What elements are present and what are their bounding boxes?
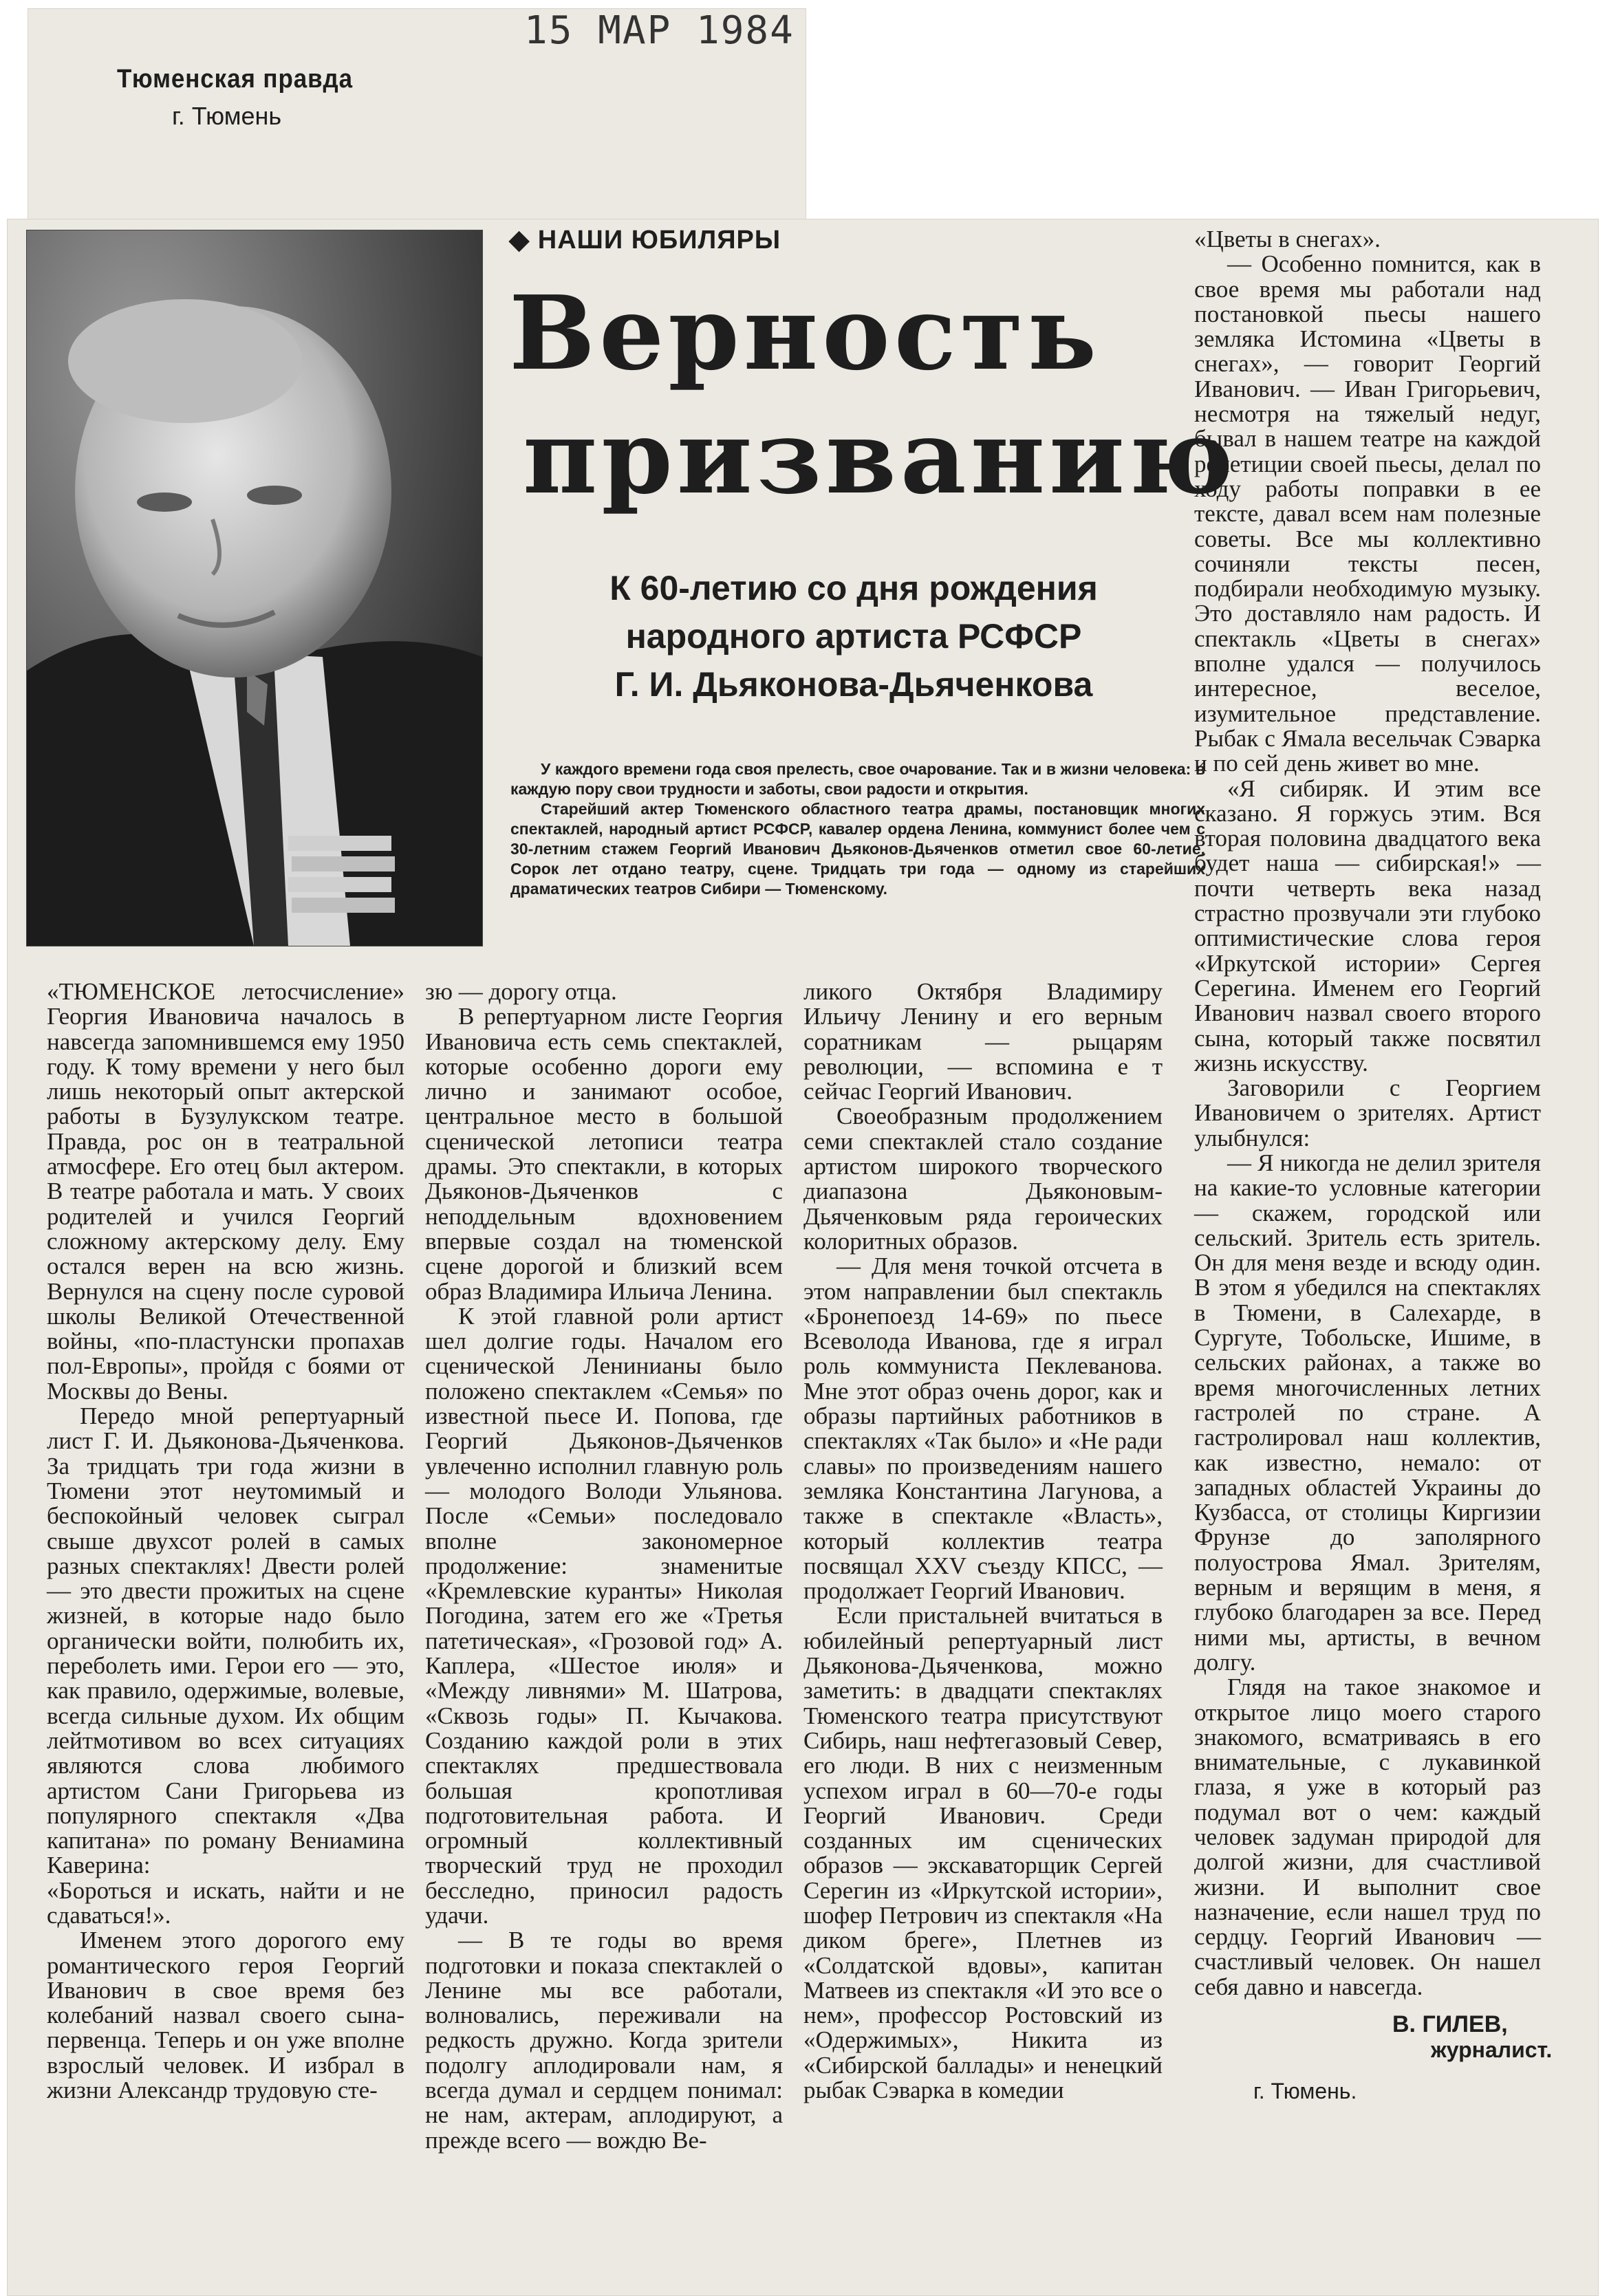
portrait-photo (26, 230, 483, 946)
author-city: г. Тюмень. (1253, 2079, 1357, 2103)
paragraph: «Я сибиряк. И этим все сказано. Я горжусь этим. Вся вторая половина двадцатого века будет наша — сибирская!» — почти четверть века назад страстно прозвучали эти глубоко оптимистические слова героя «Иркутской истории» Сергея Серегина. Именем его Георгий Иванович назвал своего второго сына, который также посвятил жизнь искусству. (1194, 775, 1541, 1076)
paragraph: В репертуарном листе Георгия Ивановича есть семь спектаклей, которые особенно дороги ему лично и занимают особое, центральное место в большой сценической летописи театра драмы. Это спектакли, в которых Дьяконов-Дьяченков с неподдельным вдохновением впервые создал на тюменской сцене дорогой и близкий всем образ Владимира Ильича Ленина. (425, 1003, 783, 1305)
paragraph: ликого Октября Владимиру Ильичу Ленину и его верным соратникам — рыцарям революции, — вспомина е т сейчас Георгий Иванович. (803, 978, 1163, 1105)
paragraph: Глядя на такое знакомое и открытое лицо моего старого знакомого, всматриваясь в его внимательные, с лукавинкой глаза, я уже в который раз подумал вот о чем: каждый человек задуман природой для долгой жизни, для счастливой жизни. И выполнит свое назначение, если нашел труд по сердцу. Георгий Иванович — счастливый человек. Он нашел себя давно и навсегда. (1194, 1674, 1541, 2000)
author-name: В. ГИЛЕВ, (1392, 2011, 1508, 2037)
newspaper-city: г. Тюмень (172, 102, 282, 130)
paragraph: Своеобразным продолжением семи спектаклей стало создание артистом широкого творческого диапазона Дьяконовым-Дьяченковым ряда героических колоритных образов. (803, 1103, 1163, 1255)
article-column-3 (803, 979, 1163, 2103)
article-column-4 (1194, 227, 1541, 2000)
subheadline-line: народного артиста РСФСР (625, 617, 1082, 656)
headline-line-2: призванию (523, 397, 1238, 517)
headline-line-1: Верность (509, 273, 1101, 393)
lead-sentence: У каждого времени года своя прелесть, свое очарование. Так и в жизни человека: в каждую пору свои трудности и заботы, свои радости и открытия. (510, 760, 1205, 798)
paragraph: Передо мной репертуарный лист Г. И. Дьяконова-Дьяченкова. За тридцать три года жизни в Тюмени этот неутомимый и беспокойный человек сыграл свыше двухсот ролей в самых разных спектаклях! Двести ролей — это двести прожитых на сцене жизней, в которые надо было органически войти, полюбить их, переболеть ими. Герои его — это, как правило, одержимые, волевые, всегда сильные духом. Их общим лейтмотивом во всех ситуациях являются слова любимого артистом Сани Григорьева из популярного спектакля «Два капитана» по роману Вениамина Каверина: (47, 1402, 404, 1879)
paragraph: зю — дорогу отца. (425, 978, 617, 1005)
lead-sentence: Старейший актер Тюменского областного театра драмы, постановщик многих спектаклей, народный артист РСФСР, кавалер ордена Ленина, коммунист более чем с 30-летним стажем Георгий Иванович Дьяконов-Дьяченков отметил свое 60-летие. Сорок лет отдано театру, сцене. Тридцать три года — одному из старейших драматических театров Сибири — Тюменскому. (510, 800, 1205, 898)
date-stamp: 15 МАР 1984 (524, 8, 795, 53)
newspaper-name: Тюменская правда (117, 65, 353, 94)
article-column-1 (47, 979, 404, 2103)
paragraph: Заговорили с Георгием Ивановичем о зрителях. Артист улыбнулся: (1194, 1074, 1541, 1151)
subheadline-line: Г. И. Дьяконова-Дьяченкова (614, 665, 1093, 704)
subheadline-line: К 60-летию со дня рождения (609, 569, 1098, 607)
author-role: журналист. (1431, 2037, 1553, 2062)
lead-paragraph (510, 759, 1205, 899)
opening-paragraph: «ТЮМЕНСКОЕ летосчисление» Георгия Ивановича началось в навсегда запомнившемся ему 1950 году. К тому времени у него был лишь некоторый опыт актерской работы в Бузулукском театре. Правда, рос он в театральной атмосфере. Его отец был актером. В театре работала и мать. У своих родителей и учился Георгий сложному актерскому делу. Ему остался верен на всю жизнь. Вернулся на сцену после суровой школы Великой Отечественной войны, «по-пластунски пропахав пол-Европы», пройдя с боями от Москвы до Вены. (47, 978, 404, 1405)
rubric-label: ◆ НАШИ ЮБИЛЯРЫ (509, 226, 781, 254)
subheadline (499, 564, 1208, 708)
paragraph: «Цветы в снегах». (1194, 226, 1381, 252)
paragraph: — Для меня точкой отсчета в этом направлении был спектакль «Бронепоезд 14-69» по пьесе Всеволода Иванова, где я играл роль коммуниста Пеклеванова. Мне этот образ очень дорог, как и образы партийных работников в спектаклях «Так было» и «Не ради славы» по произведениям нашего земляка Константина Лагунова, а также в спектакле «Власть», который коллектив театра посвящал XXV съезду КПСС, — продолжает Георгий Иванович. (803, 1253, 1163, 1605)
paragraph: Именем этого дорогого ему романтического героя Георгий Иванович в свое время без колебаний назвал своего сына-первенца. Теперь и он уже вполне взрослый человек. И избрал в жизни Александр трудовую сте- (47, 1927, 404, 2104)
paragraph: — Особенно помнится, как в свое время мы работали над постановкой пьесы нашего земляка Истомина «Цветы в снегах», — говорит Георгий Иванович. — Иван Григорьевич, несмотря на тяжелый недуг, бывал в нашем театре на каждой репетиции своей пьесы, делал по ходу работы поправки в ее тексте, давал всем нам полезные советы. Все мы коллективно сочиняли тексты песен, подбирали необходимую музыку. Это доставляло нам радость. И спектакль «Цветы в снегах» вполне удался — получилось интересное, веселое, изумительное представление. Рыбак с Ямала весельчак Сэварка и по сей день живет во мне. (1194, 250, 1541, 777)
paragraph: Если пристальней вчитаться в юбилейный репертуарный лист Дьяконова-Дьяченкова, можно заметить: в двадцати спектаклях Тюменского театра присутствуют Сибирь, наш нефтегазовый Север, его люди. В них с неизменным успехом играл в 60—70-е годы Георгий Иванович. Среди созданных им сценических образов — экскаваторщик Сергей Серегин из «Иркутской истории», шофер Петрович из спектакля «На диком бреге», Плетнев из «Солдатской вдовы», капитан Матвеев из спектакля «И это все о нем», профессор Ростовский из «Одержимых», Никита из «Сибирской баллады» и ненецкий рыбак Сэварка в комедии (803, 1602, 1163, 2104)
article-column-2 (425, 979, 783, 2153)
paragraph: — Я никогда не делил зрителя на какие-то условные категории — скажем, городской или сельский. Зритель есть зритель. Он для меня везде и всюду один. В этом я убедился на спектаклях в Тюмени, в Салехарде, в Сургуте, Тобольске, Ишиме, в сельских районах, а также во время многочисленных летних гастролей по стране. А гастролировал наш коллектив, как известно, немало: от западных областей Украины до Кузбасса, от столицы Киргизии Фрунзе до заполярного полуострова Ямал. Зрителям, верным и верящим в меня, я глубоко благодарен за все. Перед ними мы, артисты, в вечном долгу. (1194, 1149, 1541, 1676)
paragraph: К этой главной роли артист шел долгие годы. Началом его сценической Ленинианы было положено спектаклем «Семья» по известной пьесе И. Попова, где Георгий Дьяконов-Дьяченков увлеченно исполнил главную роль — молодого Володи Ульянова. После «Семьи» последовало вполне закономерное продолжение: знаменитые «Кремлевские куранты» Николая Погодина, затем его же «Третья патетическая», «Грозовой год» А. Каплера, «Шестое июля» и «Между ливнями» М. Шатрова, «Сквозь годы» П. Кычакова. Созданию каждой роли в этих спектаклях предшествовала большая кропотливая подготовительная работа. И огромный коллективный творческий труд не проходил бесследно, приносил радость удачи. (425, 1302, 783, 1929)
paragraph: «Бороться и искать, найти и не сдаваться!». (47, 1876, 404, 1929)
paragraph: — В те годы во время подготовки и показа спектаклей о Ленине мы все работали, волновались, переживали на редкость дружно. Когда зрители подолгу аплодировали нам, я всегда думал и сердцем понимал: не нам, актерам, аплодируют, а прежде всего — вождю Ве- (425, 1927, 783, 2154)
